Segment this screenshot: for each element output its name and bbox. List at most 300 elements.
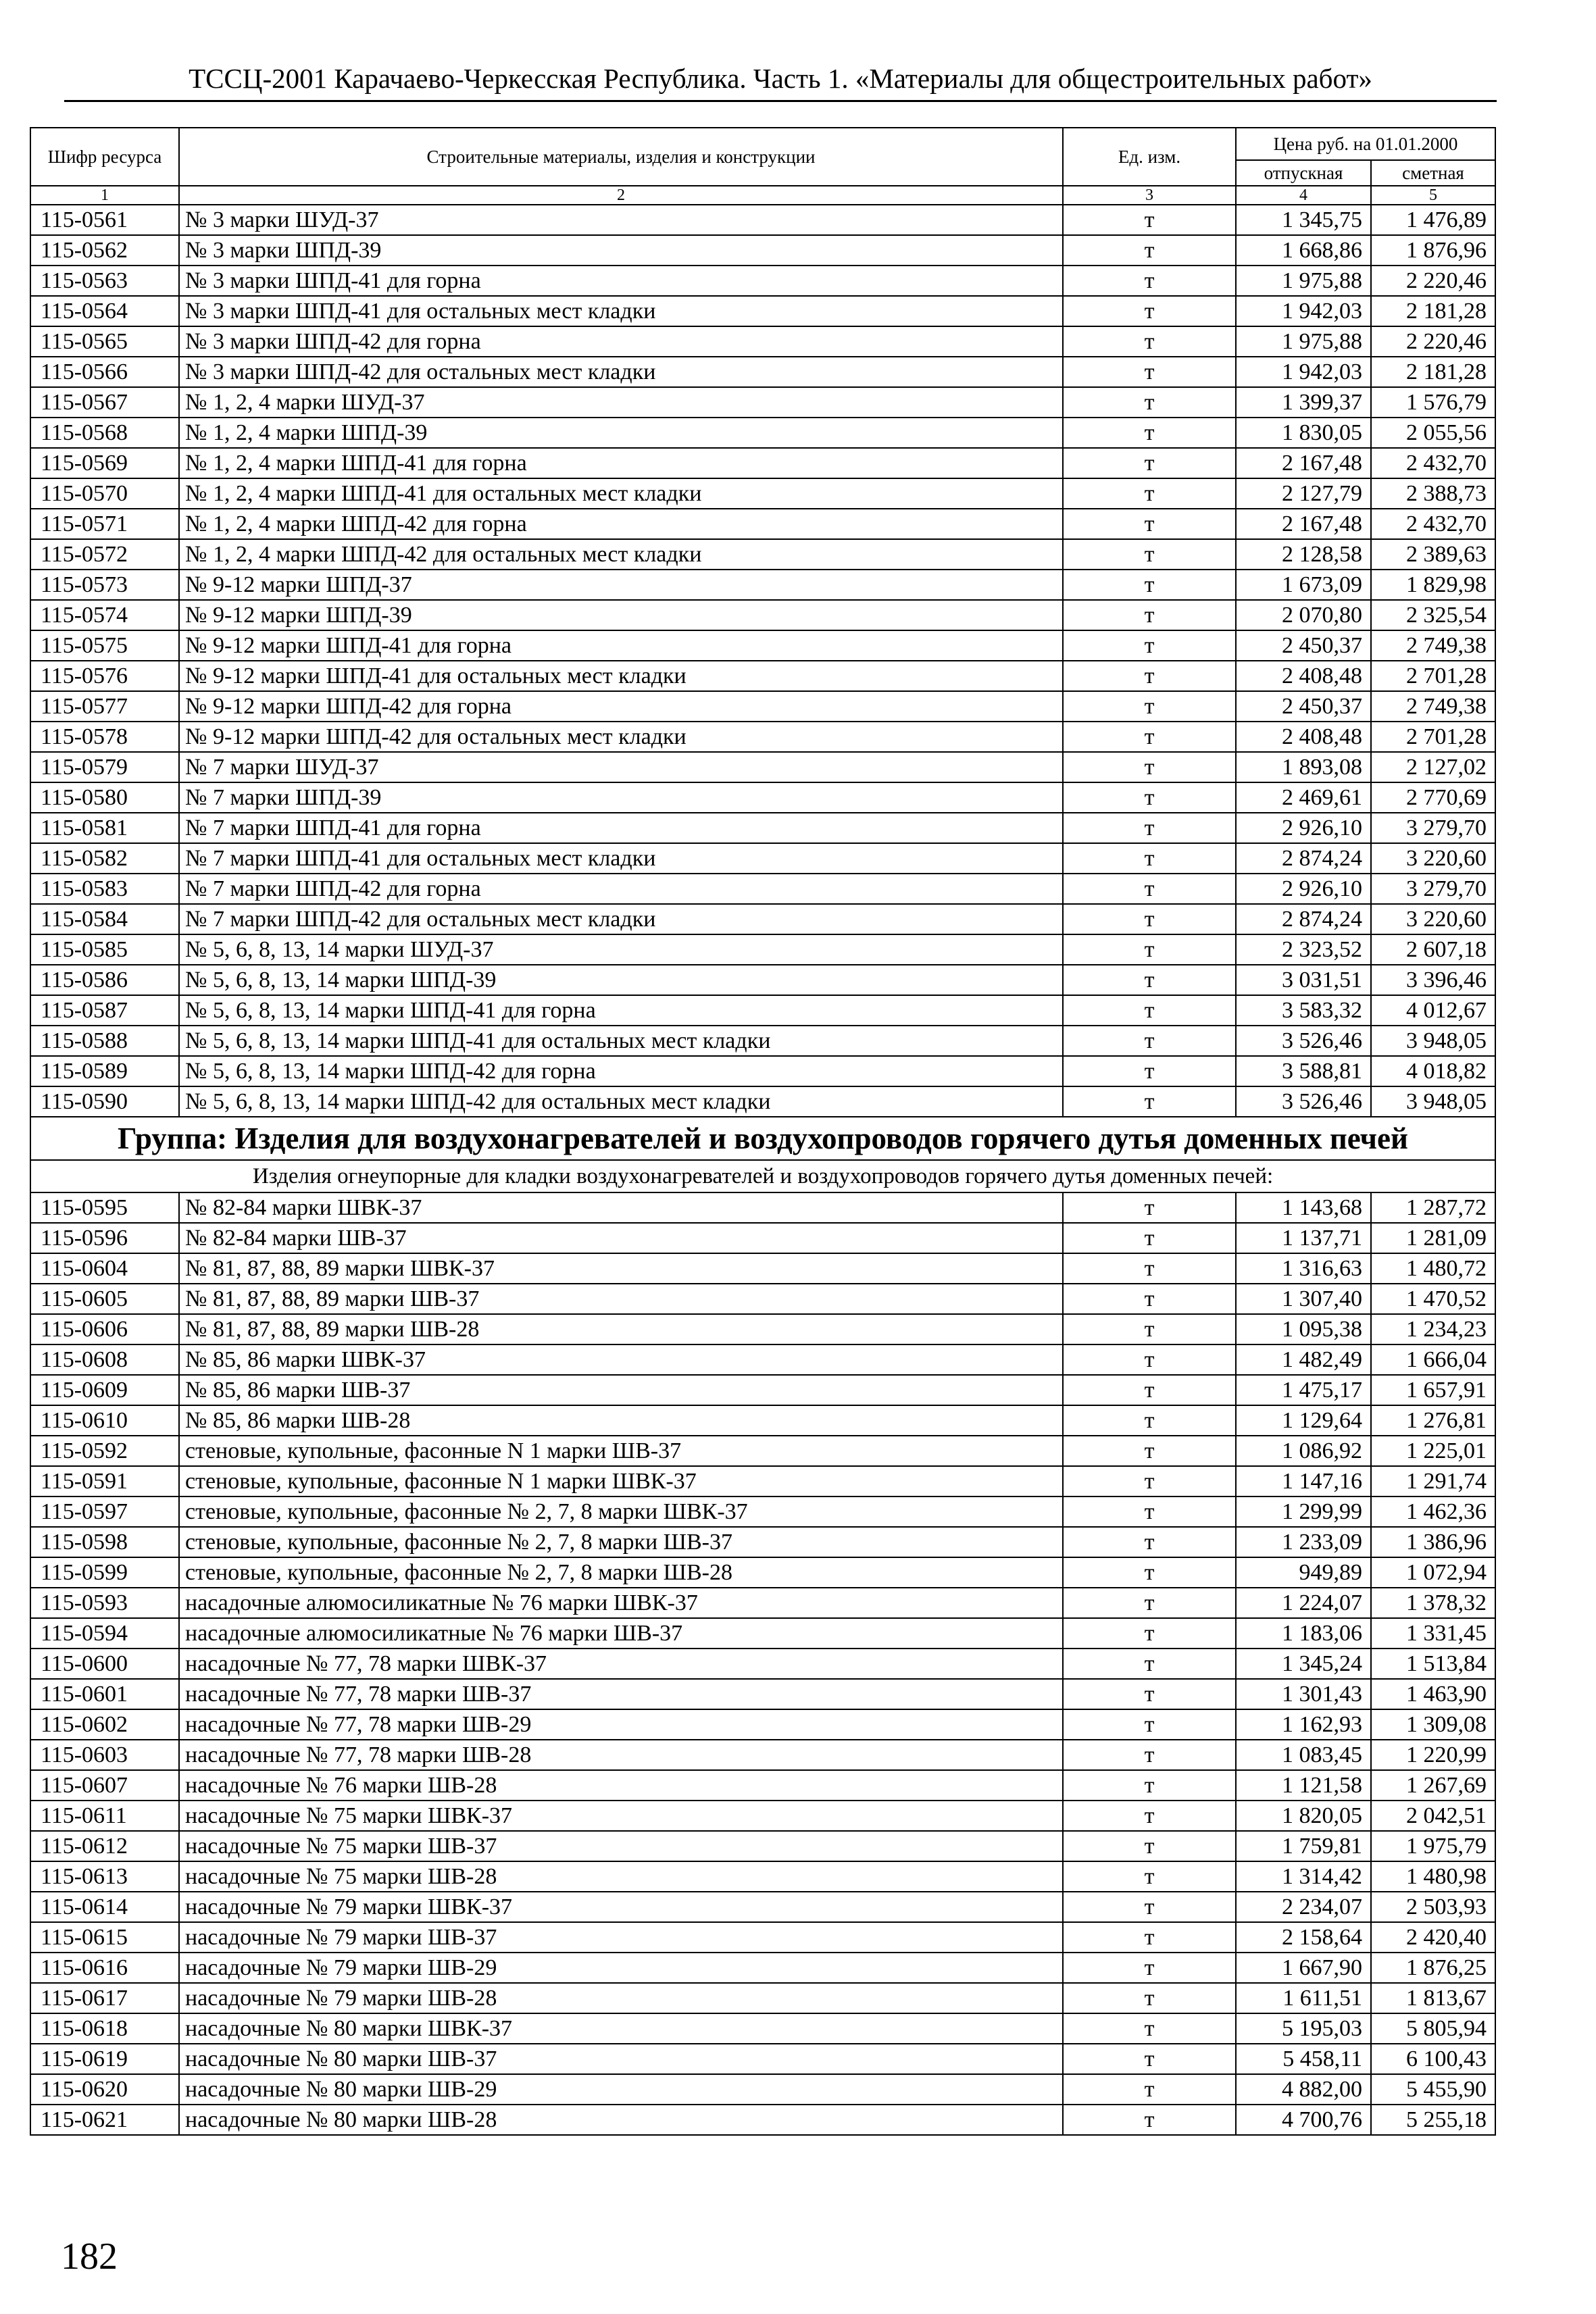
table-row [30, 722, 1495, 752]
page-number: 182 [61, 2236, 118, 2278]
column-number: 1 [30, 186, 179, 205]
release-price: 949,89 [1236, 1557, 1371, 1588]
material-name: насадочные № 79 марки ШВ-29 [179, 1953, 1063, 1983]
table-row [30, 1831, 1495, 1861]
material-name: № 81, 87, 88, 89 марки ШВК-37 [179, 1253, 1063, 1284]
material-name: насадочные № 75 марки ШВ-37 [179, 1831, 1063, 1861]
estimate-price: 5 455,90 [1371, 2074, 1495, 2105]
table-row [30, 934, 1495, 965]
estimate-price: 1 220,99 [1371, 1740, 1495, 1770]
table-row [30, 2105, 1495, 2135]
table-row [30, 1770, 1495, 1801]
table-row [30, 1953, 1495, 1983]
material-name: № 7 марки ШПД-42 для остальных мест кладки [179, 904, 1063, 934]
estimate-price: 1 072,94 [1371, 1557, 1495, 1588]
table-row [30, 1618, 1495, 1649]
material-name: № 3 марки ШПД-41 для горна [179, 266, 1063, 296]
unit: т [1063, 874, 1236, 904]
estimate-price: 1 666,04 [1371, 1344, 1495, 1375]
release-price: 1 667,90 [1236, 1953, 1371, 1983]
material-name: № 3 марки ШПД-41 для остальных мест кладки [179, 296, 1063, 326]
material-name: № 5, 6, 8, 13, 14 марки ШПД-41 для остальных мест кладки [179, 1026, 1063, 1056]
material-name: № 1, 2, 4 марки ШПД-42 для остальных мест кладки [179, 539, 1063, 570]
release-price: 3 031,51 [1236, 965, 1371, 995]
table-row [30, 1496, 1495, 1527]
resource-code: 115-0588 [30, 1026, 179, 1056]
material-name: № 81, 87, 88, 89 марки ШВ-37 [179, 1284, 1063, 1314]
unit: т [1063, 1253, 1236, 1284]
material-name: № 85, 86 марки ШВК-37 [179, 1344, 1063, 1375]
table-row [30, 1344, 1495, 1375]
resource-code: 115-0601 [30, 1679, 179, 1709]
unit: т [1063, 296, 1236, 326]
resource-code: 115-0585 [30, 934, 179, 965]
release-price: 5 195,03 [1236, 2013, 1371, 2044]
material-name: насадочные № 80 марки ШВ-37 [179, 2044, 1063, 2074]
estimate-price: 5 805,94 [1371, 2013, 1495, 2044]
estimate-price: 2 389,63 [1371, 539, 1495, 570]
resource-code: 115-0574 [30, 600, 179, 630]
release-price: 2 323,52 [1236, 934, 1371, 965]
resource-code: 115-0567 [30, 387, 179, 418]
release-price: 2 167,48 [1236, 509, 1371, 539]
release-price: 1 147,16 [1236, 1466, 1371, 1496]
unit: т [1063, 357, 1236, 387]
material-name: насадочные № 77, 78 марки ШВ-28 [179, 1740, 1063, 1770]
resource-code: 115-0562 [30, 235, 179, 266]
table-row [30, 1861, 1495, 1892]
table-row [30, 1588, 1495, 1618]
table-row [30, 843, 1495, 874]
estimate-price: 1 281,09 [1371, 1223, 1495, 1253]
release-price: 5 458,11 [1236, 2044, 1371, 2074]
column-number: 5 [1371, 186, 1495, 205]
material-name: № 9-12 марки ШПД-42 для горна [179, 691, 1063, 722]
material-name: № 7 марки ШПД-42 для горна [179, 874, 1063, 904]
resource-code: 115-0563 [30, 266, 179, 296]
unit: т [1063, 2105, 1236, 2135]
release-price: 1 893,08 [1236, 752, 1371, 782]
material-name: № 9-12 марки ШПД-37 [179, 570, 1063, 600]
material-name: насадочные № 79 марки ШВ-28 [179, 1983, 1063, 2013]
estimate-price: 1 225,01 [1371, 1436, 1495, 1466]
release-price: 3 526,46 [1236, 1026, 1371, 1056]
material-name: № 1, 2, 4 марки ШПД-41 для горна [179, 448, 1063, 478]
estimate-price: 1 331,45 [1371, 1618, 1495, 1649]
estimate-price: 2 503,93 [1371, 1892, 1495, 1922]
unit: т [1063, 387, 1236, 418]
material-name: № 3 марки ШПД-39 [179, 235, 1063, 266]
material-name: стеновые, купольные, фасонные № 2, 7, 8 марки ШВ-28 [179, 1557, 1063, 1588]
table-row [30, 1679, 1495, 1709]
resource-code: 115-0579 [30, 752, 179, 782]
table-row [30, 1557, 1495, 1588]
estimate-price: 1 378,32 [1371, 1588, 1495, 1618]
table-row [30, 1649, 1495, 1679]
estimate-price: 2 770,69 [1371, 782, 1495, 813]
unit: т [1063, 1284, 1236, 1314]
release-price: 1 668,86 [1236, 235, 1371, 266]
release-price: 1 316,63 [1236, 1253, 1371, 1284]
estimate-price: 1 287,72 [1371, 1192, 1495, 1223]
table-row [30, 1223, 1495, 1253]
release-price: 1 759,81 [1236, 1831, 1371, 1861]
release-price: 1 345,24 [1236, 1649, 1371, 1679]
estimate-price: 3 948,05 [1371, 1026, 1495, 1056]
release-price: 2 469,61 [1236, 782, 1371, 813]
unit: т [1063, 1709, 1236, 1740]
estimate-price: 2 042,51 [1371, 1801, 1495, 1831]
column-number: 3 [1063, 186, 1236, 205]
material-name: № 81, 87, 88, 89 марки ШВ-28 [179, 1314, 1063, 1344]
estimate-price: 4 012,67 [1371, 995, 1495, 1026]
estimate-price: 2 432,70 [1371, 509, 1495, 539]
table-row [30, 691, 1495, 722]
release-price: 1 399,37 [1236, 387, 1371, 418]
column-header-price: Цена руб. на 01.01.2000 [1236, 128, 1495, 160]
group-subtitle: Изделия огнеупорные для кладки воздухонагревателей и воздухопроводов горячего дутья доменных печей: [30, 1160, 1495, 1192]
resource-code: 115-0611 [30, 1801, 179, 1831]
table-row [30, 205, 1495, 235]
release-price: 2 408,48 [1236, 722, 1371, 752]
unit: т [1063, 1801, 1236, 1831]
release-price: 1 301,43 [1236, 1679, 1371, 1709]
table-row [30, 1527, 1495, 1557]
resource-code: 115-0580 [30, 782, 179, 813]
material-name: № 7 марки ШПД-39 [179, 782, 1063, 813]
release-price: 1 611,51 [1236, 1983, 1371, 2013]
estimate-price: 2 701,28 [1371, 722, 1495, 752]
release-price: 4 700,76 [1236, 2105, 1371, 2135]
resource-code: 115-0596 [30, 1223, 179, 1253]
estimate-price: 2 388,73 [1371, 478, 1495, 509]
unit: т [1063, 448, 1236, 478]
resource-code: 115-0620 [30, 2074, 179, 2105]
table-row [30, 2013, 1495, 2044]
resource-code: 115-0587 [30, 995, 179, 1026]
table-row [30, 387, 1495, 418]
unit: т [1063, 1770, 1236, 1801]
material-name: № 7 марки ШУД-37 [179, 752, 1063, 782]
unit: т [1063, 1892, 1236, 1922]
release-price: 2 234,07 [1236, 1892, 1371, 1922]
release-price: 1 137,71 [1236, 1223, 1371, 1253]
unit: т [1063, 1618, 1236, 1649]
column-header-release-price: отпускная [1236, 160, 1371, 186]
table-row [30, 1192, 1495, 1223]
table-row [30, 600, 1495, 630]
release-price: 1 345,75 [1236, 205, 1371, 235]
material-name: № 5, 6, 8, 13, 14 марки ШПД-42 для горна [179, 1056, 1063, 1086]
resource-code: 115-0582 [30, 843, 179, 874]
table-row [30, 1436, 1495, 1466]
material-name: № 9-12 марки ШПД-41 для остальных мест кладки [179, 661, 1063, 691]
unit: т [1063, 1922, 1236, 1953]
resource-code: 115-0576 [30, 661, 179, 691]
unit: т [1063, 1831, 1236, 1861]
release-price: 1 942,03 [1236, 296, 1371, 326]
release-price: 2 926,10 [1236, 874, 1371, 904]
estimate-price: 1 309,08 [1371, 1709, 1495, 1740]
resource-code: 115-0608 [30, 1344, 179, 1375]
unit: т [1063, 1086, 1236, 1117]
material-name: № 82-84 марки ШВ-37 [179, 1223, 1063, 1253]
unit: т [1063, 661, 1236, 691]
release-price: 1 830,05 [1236, 418, 1371, 448]
table-row [30, 904, 1495, 934]
release-price: 1 314,42 [1236, 1861, 1371, 1892]
material-name: № 1, 2, 4 марки ШПД-42 для горна [179, 509, 1063, 539]
group-subtitle-row [30, 1160, 1495, 1192]
release-price: 2 070,80 [1236, 600, 1371, 630]
unit: т [1063, 205, 1236, 235]
estimate-price: 3 396,46 [1371, 965, 1495, 995]
estimate-price: 3 948,05 [1371, 1086, 1495, 1117]
table-row [30, 478, 1495, 509]
column-number: 2 [179, 186, 1063, 205]
estimate-price: 1 657,91 [1371, 1375, 1495, 1405]
group-title: Группа: Изделия для воздухонагревателей и воздухопроводов горячего дутья доменных печей [30, 1117, 1495, 1160]
resource-code: 115-0571 [30, 509, 179, 539]
estimate-price: 2 420,40 [1371, 1922, 1495, 1953]
unit: т [1063, 600, 1236, 630]
release-price: 3 526,46 [1236, 1086, 1371, 1117]
unit: т [1063, 965, 1236, 995]
estimate-price: 1 470,52 [1371, 1284, 1495, 1314]
unit: т [1063, 934, 1236, 965]
release-price: 3 588,81 [1236, 1056, 1371, 1086]
unit: т [1063, 1056, 1236, 1086]
unit: т [1063, 2044, 1236, 2074]
table-row [30, 1405, 1495, 1436]
estimate-price: 1 291,74 [1371, 1466, 1495, 1496]
unit: т [1063, 478, 1236, 509]
estimate-price: 1 276,81 [1371, 1405, 1495, 1436]
resource-code: 115-0615 [30, 1922, 179, 1953]
table-header-row [30, 128, 1495, 160]
unit: т [1063, 995, 1236, 1026]
estimate-price: 2 432,70 [1371, 448, 1495, 478]
unit: т [1063, 691, 1236, 722]
material-name: № 5, 6, 8, 13, 14 марки ШПД-39 [179, 965, 1063, 995]
table-row [30, 266, 1495, 296]
table-row [30, 630, 1495, 661]
unit: т [1063, 722, 1236, 752]
material-name: насадочные № 80 марки ШВ-29 [179, 2074, 1063, 2105]
resource-code: 115-0595 [30, 1192, 179, 1223]
column-header-estimate-price: сметная [1371, 160, 1495, 186]
release-price: 1 183,06 [1236, 1618, 1371, 1649]
resource-code: 115-0621 [30, 2105, 179, 2135]
estimate-price: 3 220,60 [1371, 843, 1495, 874]
estimate-price: 1 462,36 [1371, 1496, 1495, 1527]
release-price: 1 299,99 [1236, 1496, 1371, 1527]
release-price: 1 233,09 [1236, 1527, 1371, 1557]
resource-code: 115-0614 [30, 1892, 179, 1922]
unit: т [1063, 1405, 1236, 1436]
table-row [30, 661, 1495, 691]
material-name: стеновые, купольные, фасонные № 2, 7, 8 марки ШВ-37 [179, 1527, 1063, 1557]
resource-code: 115-0575 [30, 630, 179, 661]
table-row [30, 1086, 1495, 1117]
material-name: № 5, 6, 8, 13, 14 марки ШПД-42 для остальных мест кладки [179, 1086, 1063, 1117]
release-price: 1 975,88 [1236, 326, 1371, 357]
estimate-price: 1 386,96 [1371, 1527, 1495, 1557]
unit: т [1063, 1740, 1236, 1770]
resource-code: 115-0569 [30, 448, 179, 478]
release-price: 1 307,40 [1236, 1284, 1371, 1314]
resource-code: 115-0600 [30, 1649, 179, 1679]
release-price: 1 121,58 [1236, 1770, 1371, 1801]
estimate-price: 1 829,98 [1371, 570, 1495, 600]
unit: т [1063, 1436, 1236, 1466]
release-price: 2 408,48 [1236, 661, 1371, 691]
table-row [30, 1026, 1495, 1056]
unit: т [1063, 1861, 1236, 1892]
material-name: № 1, 2, 4 марки ШУД-37 [179, 387, 1063, 418]
material-name: № 9-12 марки ШПД-42 для остальных мест кладки [179, 722, 1063, 752]
estimate-price: 1 813,67 [1371, 1983, 1495, 2013]
resource-code: 115-0590 [30, 1086, 179, 1117]
estimate-price: 2 220,46 [1371, 266, 1495, 296]
release-price: 3 583,32 [1236, 995, 1371, 1026]
material-name: № 5, 6, 8, 13, 14 марки ШУД-37 [179, 934, 1063, 965]
unit: т [1063, 1375, 1236, 1405]
estimate-price: 2 181,28 [1371, 357, 1495, 387]
column-header-code: Шифр ресурса [30, 128, 179, 186]
unit: т [1063, 539, 1236, 570]
release-price: 1 162,93 [1236, 1709, 1371, 1740]
release-price: 1 224,07 [1236, 1588, 1371, 1618]
estimate-price: 2 181,28 [1371, 296, 1495, 326]
material-name: № 85, 86 марки ШВ-37 [179, 1375, 1063, 1405]
resource-code: 115-0606 [30, 1314, 179, 1344]
table-row [30, 1253, 1495, 1284]
release-price: 1 482,49 [1236, 1344, 1371, 1375]
unit: т [1063, 1983, 1236, 2013]
release-price: 1 975,88 [1236, 266, 1371, 296]
estimate-price: 4 018,82 [1371, 1056, 1495, 1086]
table-row [30, 995, 1495, 1026]
resource-code: 115-0598 [30, 1527, 179, 1557]
release-price: 1 820,05 [1236, 1801, 1371, 1831]
table-row [30, 1922, 1495, 1953]
unit: т [1063, 1496, 1236, 1527]
unit: т [1063, 2074, 1236, 2105]
resource-code: 115-0618 [30, 2013, 179, 2044]
material-name: насадочные № 79 марки ШВК-37 [179, 1892, 1063, 1922]
table-row [30, 1056, 1495, 1086]
unit: т [1063, 266, 1236, 296]
unit: т [1063, 418, 1236, 448]
unit: т [1063, 509, 1236, 539]
table-row [30, 326, 1495, 357]
resource-code: 115-0566 [30, 357, 179, 387]
resource-code: 115-0593 [30, 1588, 179, 1618]
resource-code: 115-0565 [30, 326, 179, 357]
estimate-price: 3 279,70 [1371, 874, 1495, 904]
table-row [30, 813, 1495, 843]
resource-code: 115-0616 [30, 1953, 179, 1983]
resource-code: 115-0568 [30, 418, 179, 448]
table-row [30, 1314, 1495, 1344]
resource-code: 115-0597 [30, 1496, 179, 1527]
release-price: 4 882,00 [1236, 2074, 1371, 2105]
release-price: 2 128,58 [1236, 539, 1371, 570]
table-row [30, 874, 1495, 904]
material-name: № 5, 6, 8, 13, 14 марки ШПД-41 для горна [179, 995, 1063, 1026]
resource-code: 115-0619 [30, 2044, 179, 2074]
estimate-price: 2 055,56 [1371, 418, 1495, 448]
estimate-price: 1 876,96 [1371, 235, 1495, 266]
resource-code: 115-0609 [30, 1375, 179, 1405]
unit: т [1063, 1679, 1236, 1709]
resource-code: 115-0594 [30, 1618, 179, 1649]
unit: т [1063, 326, 1236, 357]
material-name: насадочные № 76 марки ШВ-28 [179, 1770, 1063, 1801]
column-number-row [30, 186, 1495, 205]
table-row [30, 235, 1495, 266]
release-price: 2 450,37 [1236, 691, 1371, 722]
release-price: 1 129,64 [1236, 1405, 1371, 1436]
resource-code: 115-0573 [30, 570, 179, 600]
table-row [30, 965, 1495, 995]
estimate-price: 1 975,79 [1371, 1831, 1495, 1861]
estimate-price: 5 255,18 [1371, 2105, 1495, 2135]
resource-code: 115-0610 [30, 1405, 179, 1436]
price-table [30, 127, 1496, 2136]
release-price: 2 167,48 [1236, 448, 1371, 478]
table-row [30, 296, 1495, 326]
table-row [30, 1740, 1495, 1770]
resource-code: 115-0604 [30, 1253, 179, 1284]
material-name: насадочные № 79 марки ШВ-37 [179, 1922, 1063, 1953]
estimate-price: 1 480,72 [1371, 1253, 1495, 1284]
material-name: № 82-84 марки ШВК-37 [179, 1192, 1063, 1223]
resource-code: 115-0607 [30, 1770, 179, 1801]
table-row [30, 1284, 1495, 1314]
material-name: насадочные алюмосиликатные № 76 марки ШВ-37 [179, 1618, 1063, 1649]
material-name: № 3 марки ШПД-42 для остальных мест кладки [179, 357, 1063, 387]
resource-code: 115-0564 [30, 296, 179, 326]
unit: т [1063, 1588, 1236, 1618]
material-name: № 9-12 марки ШПД-41 для горна [179, 630, 1063, 661]
unit: т [1063, 1466, 1236, 1496]
material-name: № 1, 2, 4 марки ШПД-39 [179, 418, 1063, 448]
unit: т [1063, 782, 1236, 813]
unit: т [1063, 1344, 1236, 1375]
unit: т [1063, 235, 1236, 266]
unit: т [1063, 904, 1236, 934]
estimate-price: 1 480,98 [1371, 1861, 1495, 1892]
page-header: ТССЦ-2001 Карачаево-Черкесская Республика. Часть 1. «Материалы для общестроительных работ» [64, 58, 1497, 102]
estimate-price: 3 220,60 [1371, 904, 1495, 934]
material-name: насадочные № 77, 78 марки ШВК-37 [179, 1649, 1063, 1679]
release-price: 2 158,64 [1236, 1922, 1371, 1953]
column-header-name: Строительные материалы, изделия и конструкции [179, 128, 1063, 186]
unit: т [1063, 843, 1236, 874]
material-name: № 3 марки ШУД-37 [179, 205, 1063, 235]
unit: т [1063, 1026, 1236, 1056]
table-row [30, 357, 1495, 387]
table-row [30, 448, 1495, 478]
material-name: насадочные № 77, 78 марки ШВ-37 [179, 1679, 1063, 1709]
material-name: № 9-12 марки ШПД-39 [179, 600, 1063, 630]
material-name: насадочные алюмосиликатные № 76 марки ШВК-37 [179, 1588, 1063, 1618]
table-row [30, 1466, 1495, 1496]
release-price: 2 874,24 [1236, 843, 1371, 874]
table-row [30, 1892, 1495, 1922]
